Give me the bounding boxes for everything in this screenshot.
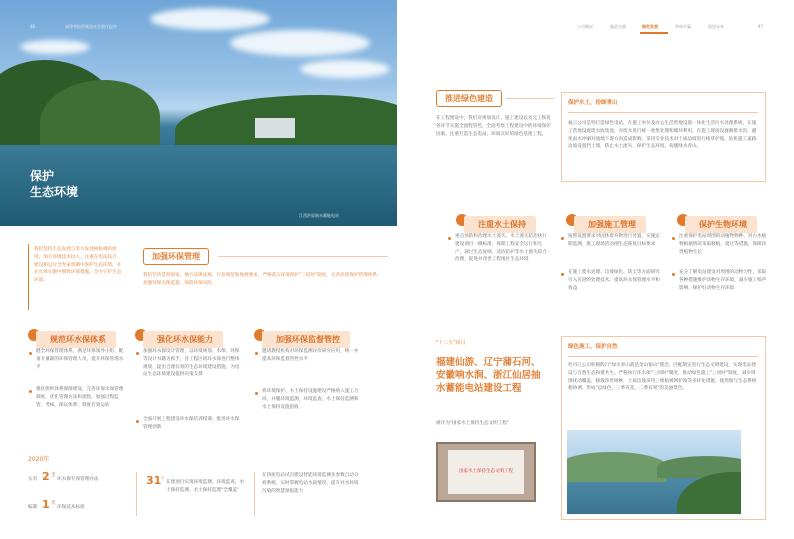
divider bbox=[218, 256, 388, 257]
green-build-title: 推进绿色建造 bbox=[436, 90, 502, 107]
award-plaque bbox=[436, 442, 536, 502]
nav-active-underline bbox=[640, 32, 668, 34]
project-title: 福建仙游、辽宁蒲石河、安徽响水涧、浙江仙居抽水蓄能电站建设工程 bbox=[436, 357, 541, 394]
col2-p2: 全面开展工程建设环水保培训授课，推进环水保管理创新 bbox=[143, 417, 240, 430]
mid2-p1: 按照设置要求对固体废弃物进行处置，实施定期监测、施工现场活动削生态恢复目标要求 bbox=[568, 234, 660, 247]
mid3-p1: 注重保护电站周围的动植物物种，对古木植物根据情况采取移植、就让等措施，保障珍贵植物生长 bbox=[679, 234, 767, 255]
env-mgmt-title: 加强环保管理 bbox=[143, 248, 209, 265]
stat3-number: 31 bbox=[146, 474, 162, 487]
dam-building bbox=[255, 118, 295, 138]
col2-title: 强化环水保能力 bbox=[143, 331, 223, 348]
green-build-text: 在工程建设中，我们对规划设计、施工建设以及完工恢复各环节实施全流程管控，全面考察工程建设中的环境保护因素，注重打造生态电站、环境友好的绿色基建工程。 bbox=[436, 116, 551, 137]
divider bbox=[568, 112, 758, 113]
divider bbox=[506, 98, 554, 99]
stats-year: 2020年 bbox=[28, 456, 50, 463]
mid2-title: 加强施工管理 bbox=[574, 216, 646, 233]
stat2-number: 1 bbox=[42, 498, 50, 511]
stat1-unit: 类 bbox=[51, 473, 56, 478]
divider bbox=[254, 472, 255, 516]
stat2-prefix: 编制 bbox=[28, 505, 38, 510]
project-sub: 被评为"国家水土保持生态文明工程" bbox=[436, 421, 510, 426]
stat3-text: 在建项目实现环境监测、环境监查、水土保持监测、水土保持监理"全覆盖" bbox=[166, 480, 245, 493]
box-top-text: 福云公司是特打造绿色电站，在施工单位及办公生活营地设置一体化生活污水处理系统，在施工营地设置废水收集池，对废水进行统一收集处理和循环利用。在施工现场设置截排水沟，避免雨水冲刷对坡地下游方向造成影响。采用专业技术对土质边坡进行植草护坡，钻机施工道路边坡设置挡土墙，防止水土流失，保护生态环境，扮靓绿水青山。 bbox=[568, 121, 757, 150]
divider bbox=[136, 472, 137, 516]
mid1-p1: 重点预防和治理水土流失，水土流失防治执行建设项目一级标准，保障工程安全运行和生产，通过生态复绿，清洁防护等水土流失综合治理，促进并改善工程地区生态环境 bbox=[455, 234, 547, 263]
col3-p2: 将环境保护、水土保持设施建设严格纳入施工合同，并履环境监测，环境监查，水土保持监测和水土保持设施验收 bbox=[262, 389, 359, 410]
box-bottom-title: 绿色施工，保护自然 bbox=[568, 344, 618, 350]
nav-item-5[interactable]: 展望未来 bbox=[708, 24, 724, 29]
hero-photo bbox=[0, 0, 397, 226]
lake-photo bbox=[567, 430, 741, 514]
mid3-title: 保护生物环境 bbox=[685, 216, 757, 233]
nav-item-4[interactable]: 和谐共赢 bbox=[675, 24, 691, 29]
col3-title: 加强环保监督管控 bbox=[262, 331, 350, 348]
stat1-prefix: 实有 bbox=[28, 477, 38, 482]
hero-title: 保护 生态环境 bbox=[30, 169, 79, 199]
box-bottom-text: 牡丹江公司积极践行"绿水青山就是金山银山"理念，匹配制定进行生态文明建设，实现电站建设与自然生态和谐共生。严格执行环水保"三同时"制度，推动绿色施工"三同时"制度，减少周围扰动覆盖，移栽珍贵树种，土质边坡采用三维植被网护坡等多样化措施，使周围与生态系统相协调，形成"总绿色、三季有花、二季有果"的美丽景色。 bbox=[568, 363, 757, 392]
nav-item-3[interactable]: 绿色发展 bbox=[642, 24, 658, 29]
col1-p2: 强化组织体系保障建设，完善环保水保管理制度，优化管理方法和流程，加强过程监管、考核、保证体系，制度有效运转 bbox=[36, 387, 124, 408]
mid1-title: 注重水土保持 bbox=[464, 216, 536, 233]
project-badge: "十三五"项目 bbox=[436, 340, 466, 346]
intro-text: 我们坚持生态发展与电力发展相协调的原则，加大环境技术投入，注重在电站设计、建设和运行全寿命周期中保护生态环境，并在具体实施中细致环保措施，全力守护生态环境。 bbox=[34, 247, 122, 284]
stat2-text: 环保技术标准 bbox=[57, 505, 85, 510]
col3-p1: 邀请教授机构对环保监测评价研究应用，统一并提高环保监督管控水平 bbox=[262, 349, 359, 362]
stat3-unit: 个 bbox=[160, 477, 165, 482]
mid2-p2: 在施工废水处理、边坡绿化、防尘等方面研究引入先进的处理技术，提高环水保管理水平和效益 bbox=[568, 270, 660, 291]
left-page-number: 46 bbox=[30, 24, 36, 29]
mid3-p2: 充分了解电站建设对周围的动物习性，采取各种措施维护动物生存环境，减少施工噪声影响，保护好动物生存环境 bbox=[679, 270, 767, 291]
col2-p1: 加强环水保设计管理，以环境规划、水保、环保等设计书籍为抓手，对工程区域环水保进行整体规划，提出合理有效的生态环境建设措施，为电站生态环境建设提供决策支撑 bbox=[143, 349, 240, 378]
stat1-text: 环水保专项管理办法 bbox=[57, 477, 99, 482]
nav-item-1[interactable]: 公司概况 bbox=[577, 24, 593, 29]
stat1-number: 2 bbox=[42, 470, 50, 483]
left-running-title: 福建省投资集团社会责任报告 bbox=[65, 24, 117, 29]
hero-caption: 江西洪屏抽水蓄能电站 bbox=[299, 213, 339, 218]
divider bbox=[568, 356, 758, 357]
env-mgmt-desc: 我们坚决贯彻国家、地方法律法规，行业规范和地规要求，严格落实环境保护"三同时"制度，完善环境保护管理体系，加强环保水保监督、预防环保风险。 bbox=[143, 273, 382, 286]
intro-bar bbox=[28, 244, 29, 310]
col1-title: 规范环水保体系 bbox=[36, 331, 116, 348]
col1-p1: 健全环保管理体系，满足环保领导小组，配备专兼职的环保管理人员，提升环保管理水平 bbox=[36, 349, 124, 370]
nav-item-2[interactable]: 履责实践 bbox=[610, 24, 626, 29]
stat2-unit: 类 bbox=[51, 501, 56, 506]
box-top-title: 保护水土，扮绿青山 bbox=[568, 100, 618, 106]
right-page-number: 47 bbox=[758, 24, 764, 29]
award-text: 国家水土保持生态文明工程 bbox=[448, 450, 524, 494]
stat4-text: 在四座电站试点建设智能环境监测多参数自动分析系统，实时掌握电站水质情况，提升对水环境污染的智慧预报能力 bbox=[262, 473, 359, 494]
